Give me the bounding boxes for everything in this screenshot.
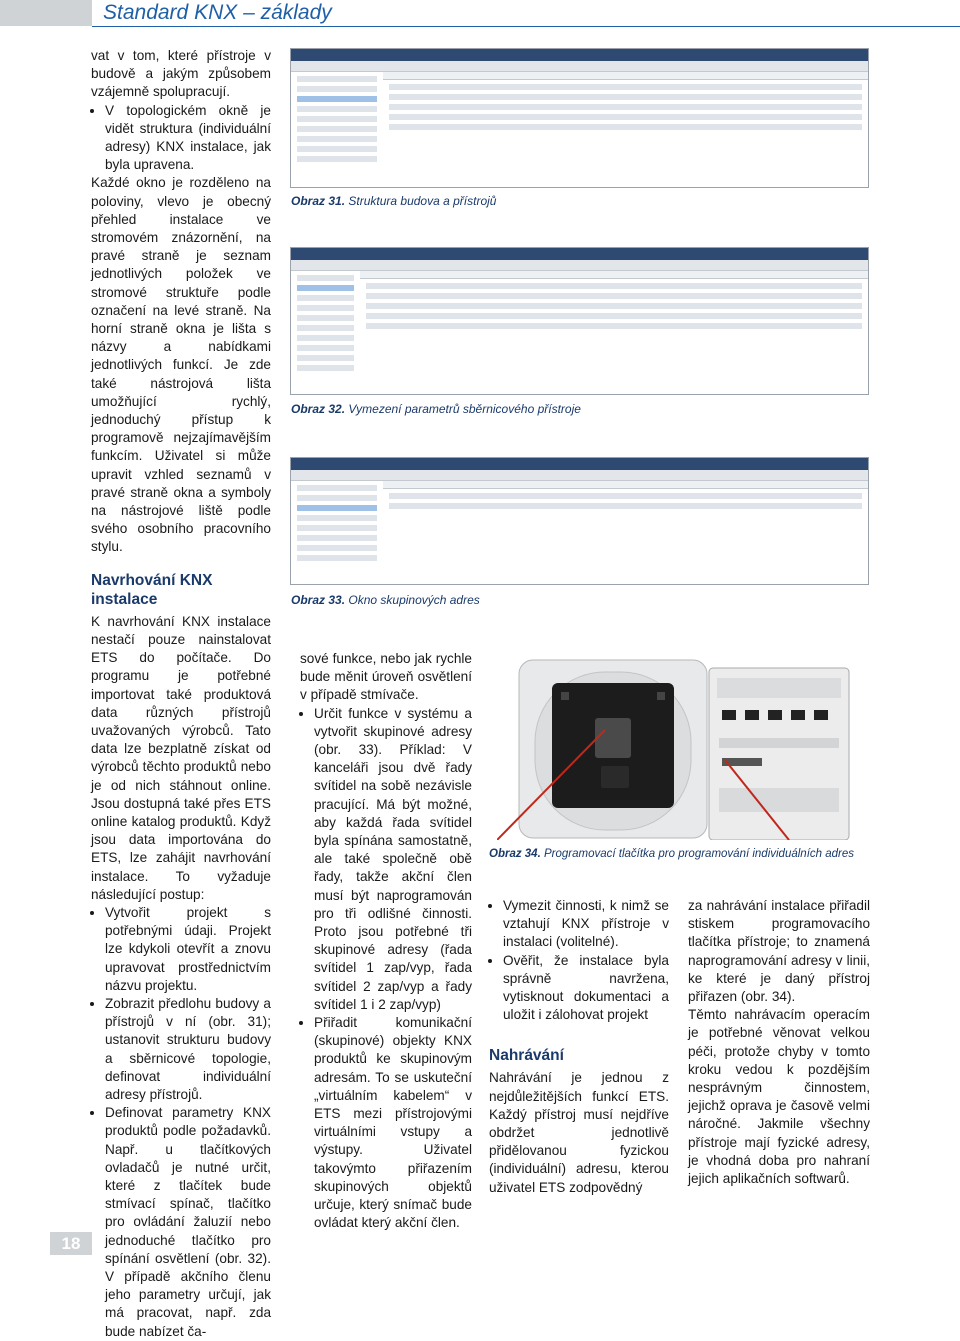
- header-rule: [92, 26, 960, 27]
- column-right-a: [489, 897, 669, 1197]
- body-paragraph: Každé okno je rozděleno na poloviny, vlevo je obecný přehled instalace ve stromovém znázornění, na pravé straně je seznam jednotlivých položek ve stromové struktuře podle označení na levé straně. Na horní straně okna je lišta s názvy a nabídkami jednotlivých funkcí. Je zde také nástrojová lišta umožňující rychlý, jednoduchý přístup k programově nejzajímavějším funkcím. Uživatel si může upravit vzhled seznamů v pravé straně okna a symboly na nástrojové liště podle svého osobního pracovního stylu.: [91, 175, 271, 555]
- body-paragraph: K navrhování KNX instalace nestačí pouze nainstalovat ETS do počítače. Do programu je potřebné importovat také produktová data různých přístrojů uvažovaných výrobců. Tato data lze bezplatně získat od výrobců těchto produktů nebo je od nich stáhnout online. Jsou dostupná také přes ETS online katalog produktů. Když jsou data importována do ETS, lze zahájit navrhování instalace. To vyžaduje následující postup:: [91, 613, 271, 902]
- section-heading: Navrhování KNX instalace: [91, 571, 213, 608]
- steps-list-continued: [300, 705, 472, 1233]
- header-title: Standard KNX – základy: [103, 1, 332, 24]
- figure-33-caption: Obraz 33. Okno skupinových adres: [291, 593, 480, 607]
- bullet-list-1: [91, 102, 271, 175]
- intro-text: vat v tom, které přístroje v budově a jakým způsobem vzájemně spolupracují.: [91, 48, 271, 100]
- body-paragraph: Nahrávání je jednou z nejdůležitějších funkcí ETS. Každý přístroj musí nejdříve obdržet jednotlivě přidělovanou fyzickou (individuální) adresu, kterou uživatel ETS zodpovědný: [489, 1070, 669, 1195]
- body-paragraph: Těmto nahrávacím operacím je potřebné věnovat velkou péči, protože chyby v tomto kroku vedou k pozdějším nesprávným činnostem, jejichž oprava je časově velmi náročné. Jakmile všechny přístroje mají fyzické adresy, je vhodná doba pro nahraní jejich aplikačních softwarů.: [688, 1007, 870, 1187]
- figure-31-caption: Obraz 31. Struktura budova a přístrojů: [291, 194, 497, 208]
- header-grey-block: [0, 0, 92, 26]
- figure-34-photo: [497, 648, 870, 840]
- section-heading: Nahrávání: [489, 1047, 564, 1065]
- list-item: • Přiřadit komunikační (skupinové) objekty KNX produktů ke skupinovým adresám. To se uskuteční „virtuálním kabelem“ v ETS mezi přístrojovými virtuálními vstupy a výstupy. Uživatel takovýmto přiřazením skupinových objektů určuje, který snímač bude ovládat který akční člen.: [314, 1014, 472, 1232]
- figure-34-caption: Obraz 34. Programovací tlačítka pro programování individuálních adres: [489, 848, 855, 860]
- body-paragraph: sové funkce, nebo jak rychle bude měnit úroveň osvětlení v případě stmívače.: [300, 651, 472, 703]
- list-item: • Vymezit činnosti, k nimž se vztahují KNX přístroje v instalaci (volitelné).: [503, 897, 669, 952]
- page-number: 18: [50, 1232, 92, 1255]
- figure-32-caption: Obraz 32. Vymezení parametrů sběrnicového přístroje: [291, 402, 581, 416]
- list-item: • Ověřit, že instalace byla správně navržena, vytisknout dokumentaci a uložit i zálohovat projekt: [503, 952, 669, 1025]
- list-item: • V topologickém okně je vidět struktura (individuální adresy) KNX instalace, jak byla upravena.: [105, 102, 271, 175]
- column-right-b: [688, 897, 870, 1188]
- list-item: • Určit funkce v systému a vytvořit skupinové adresy (obr. 33). Příklad: V kanceláři jsou dvě řady svítidel na sobě nezávisle pracující. Má být možné, aby každá řada svítidel byla spínána samostatně, ale také společně obě řady, takže akční člen musí být naprogramován pro tři odlišné činnosti. Proto jsou potřebné tři skupinové adresy (řada svítidel 1 zap/vyp, řada svítidel 2 zap/vyp a řady svítidel 1 i 2 zap/vyp): [314, 705, 472, 1014]
- page-header: [0, 0, 960, 26]
- list-item: • Vytvořit projekt s potřebnými údaji. Projekt lze kdykoli otevřít a znovu upravovat prostřednictvím názvu projektu.: [105, 904, 271, 995]
- steps-list: [91, 904, 271, 1341]
- figure-31-screenshot: [290, 48, 869, 188]
- knx-devices-illustration: [497, 648, 870, 840]
- figure-33-screenshot: [290, 457, 869, 585]
- list-item: • Definovat parametry KNX produktů podle požadavků. Např. u tlačítkových ovladačů je nutné určit, které z tlačítek bude stmívací spínač, tlačítko pro ovládání žaluzií nebo jednoduché tlačítko pro spínání osvětlení (obr. 32). V případě akčního členu jeho parametry určují, jak má pracovat, např. zda bude nabízet ča-: [105, 1104, 271, 1341]
- body-paragraph: za nahrávání instalace přiřadil stiskem programovacího tlačítka přístroje; to znamená naprogramování adresy v linii, ke které je daný přístroj přiřazen (obr. 34).: [688, 898, 870, 1005]
- column-middle: [300, 650, 472, 1233]
- steps-list-end: [489, 897, 669, 1024]
- column-left: [91, 47, 271, 1341]
- figure-32-screenshot: [290, 247, 869, 395]
- list-item: • Zobrazit předlohu budovy a přístrojů v ní (obr. 31); ustanovit strukturu budovy a sběrnicové topologie, definovat individuální adresy přístrojů.: [105, 995, 271, 1104]
